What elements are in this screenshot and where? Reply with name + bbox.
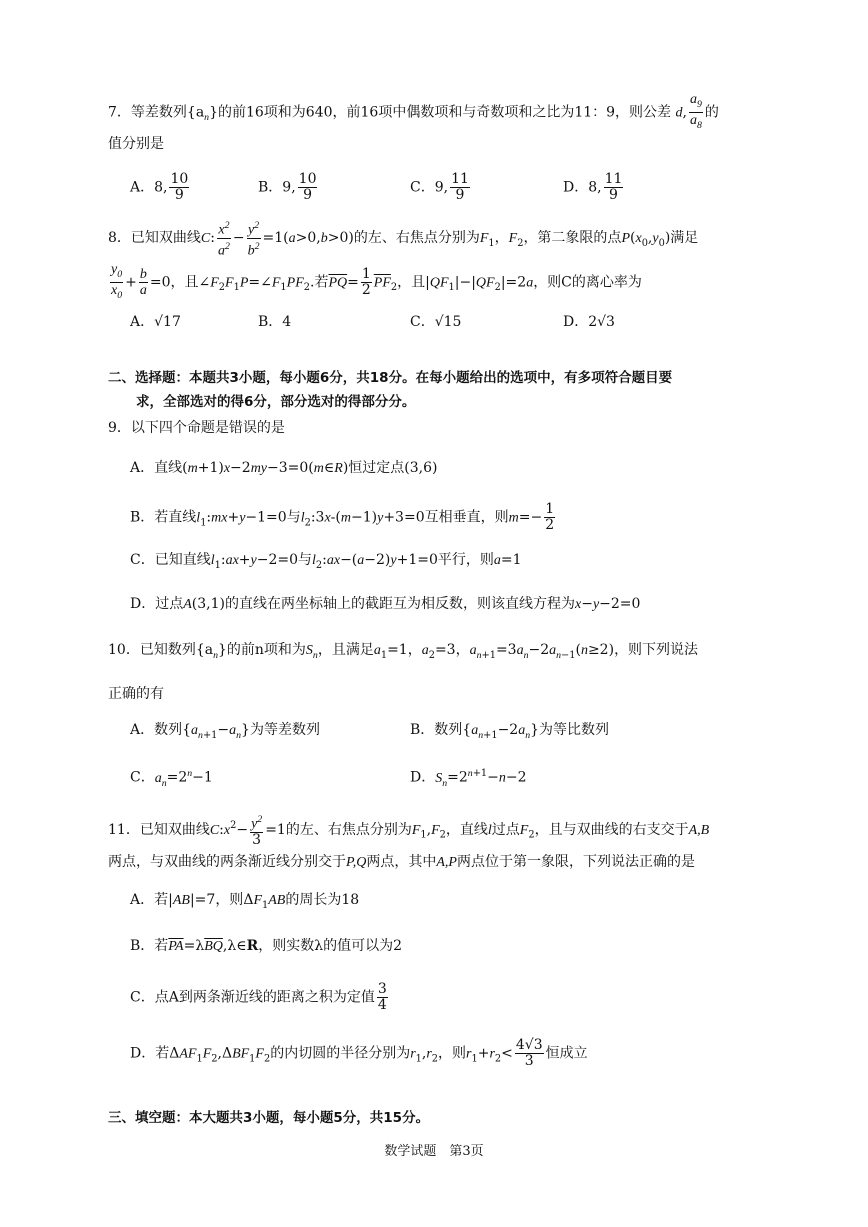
q11-option-b[interactable]: B．若$\overline{PA}=\lambda\overline{BQ},\lambda\in R$，则实数λ的值可以为2 bbox=[130, 938, 402, 954]
q9-option-b[interactable]: B．若直线$l_1:mx+y-1=0$与$l_2:3x-(m-1)y+3=0$互相垂直，则m=− $\frac{1}{2}$ bbox=[130, 501, 555, 533]
q11-option-c[interactable]: C．点A到两条渐近线的距离之积为定值 $\frac{3}{4}$ bbox=[130, 981, 387, 1013]
q8-option-a[interactable]: A．√17 bbox=[130, 314, 181, 330]
q7-stem-line2: 值分别是 bbox=[108, 136, 164, 152]
q10-line2: 正确的有 bbox=[108, 686, 164, 702]
q10-line1: 10．已知数列$\{a_n\}$的前n项和为$S_n$，且满足$a_1=1$，$a_2=3$，$a_{n+1}=3a_n-2a_{n-1}(n\ge 2)$，则下列说法 bbox=[108, 642, 699, 661]
q7-option-a[interactable]: A．8, $\frac{10}{9}$ bbox=[130, 171, 189, 203]
page-footer: 数学试题 第3页 bbox=[384, 1144, 484, 1159]
q11-line2: 两点，与双曲线的两条渐近线分别交于P,Q两点，其中A,P两点位于第一象限，下列说法正确的是 bbox=[108, 854, 695, 870]
q9-stem: 9．以下四个命题是错误的是 bbox=[108, 420, 285, 436]
q8-line1: 8．已知双曲线C: $\frac{x^2}{a^2}$ − $\frac{y^2}{b^2}$ =1(a>0,b>0)的左、右焦点分别为$F_1$，$F_2$，第二象限的点$P(x_0,y_0)$满足 bbox=[108, 220, 699, 259]
q9-option-c[interactable]: C．已知直线$l_1:ax+y-2=0$与$l_2:ax-(a-2)y+1=0$平行，则a=1 bbox=[130, 552, 522, 571]
q10-option-c[interactable]: C．$a_n=2^n-1$ bbox=[130, 768, 213, 789]
q8-option-b[interactable]: B．4 bbox=[258, 314, 292, 330]
q11-option-d[interactable]: D．若$\Delta AF_1F_2,\Delta BF_1F_2$的内切圆的半径分别为$r_1,r_2$，则$r_1+r_2<$ $\frac{4√3}{3}$ 恒成立 bbox=[130, 1037, 588, 1069]
q8-option-d[interactable]: D．2√3 bbox=[563, 314, 615, 330]
section2-heading-line2: 求，全部选对的得6分，部分选对的得部分分。 bbox=[136, 394, 416, 410]
q7-option-c[interactable]: C．9, $\frac{11}{9}$ bbox=[410, 171, 469, 203]
q11-option-a[interactable]: A．若|AB|=7，则$\Delta F_1AB$的周长为18 bbox=[130, 892, 360, 911]
q9-option-d[interactable]: D．过点A(3,1)的直线在两坐标轴上的截距互为相反数，则该直线方程为x−y−2=0 bbox=[130, 596, 641, 612]
q10-option-d[interactable]: D．$S_n=2^{n+1}-n-2$ bbox=[410, 768, 527, 789]
q9-option-a[interactable]: A．直线(m+1)x−2my−3=0(m∈R)恒过定点(3,6) bbox=[130, 460, 438, 476]
q10-option-a[interactable]: A．数列$\{a_{n+1}-a_n\}$为等差数列 bbox=[130, 722, 320, 741]
section3-heading: 三、填空题：本大题共3小题，每小题5分，共15分。 bbox=[108, 1110, 430, 1126]
q11-line1: 11．已知双曲线$C:x^2-$ $\frac{y^2}{3}$ =1的左、右焦点分别为$F_1,F_2$，直线l过点$F_2$，且与双曲线的右支交于A,B bbox=[108, 814, 710, 848]
q8-option-c[interactable]: C．√15 bbox=[410, 314, 462, 330]
q10-option-b[interactable]: B．数列$\{a_{n+1}-2a_n\}$为等比数列 bbox=[410, 722, 610, 741]
q7-option-b[interactable]: B．9, $\frac{10}{9}$ bbox=[258, 171, 317, 203]
section2-heading: 二、选择题：本题共3小题，每小题6分，共18分。在每小题给出的选项中，有多项符合题目要 bbox=[108, 370, 673, 386]
q7-stem: 7．等差数列$\{a_n\}$的前16项和为640，前16项中偶数项和与奇数项和之比为11：9，则公差 d, $\frac{a_9}{a_8}$ 的 bbox=[108, 92, 719, 131]
q8-line2: $\frac{y_0}{x_0}$ + $\frac{b}{a}$ =0，且$\angle F_2F_1P=\angle F_1PF_2$.若$\overline{PQ}=$ $\frac{1}{2}$ $\overline{PF}_2$，且$|QF_1|-|QF_2|=2a$，则C的离心率为 bbox=[111, 262, 642, 301]
q7-option-d[interactable]: D．8, $\frac{11}{9}$ bbox=[563, 171, 623, 203]
